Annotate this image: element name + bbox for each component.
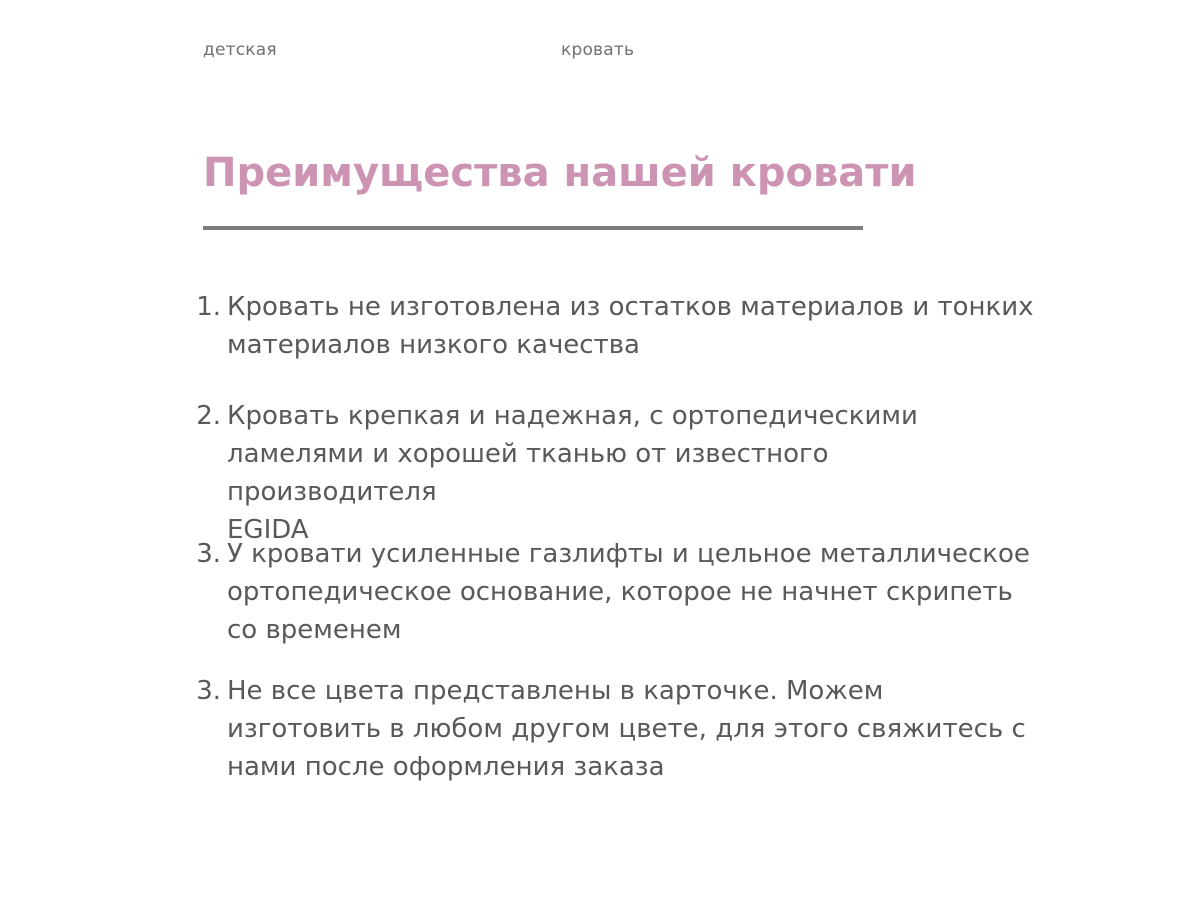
list-item-number: 3. [196,676,221,706]
list-item-text: Не все цвета представлены в карточке. Можем изготовить в любом другом цвете, для этого свяжитесь с нами после оформления заказа [227,676,1026,782]
list-item [185,397,1045,549]
list-item-number: 1. [196,292,221,322]
list-item-number: 2. [196,401,221,431]
list-item [185,672,1045,786]
list-item [185,288,1045,364]
title-divider [203,226,863,230]
category-label-right: кровать [561,40,635,60]
category-label-left: детская [203,40,277,60]
page-title: Преимущества нашей кровати [203,150,917,196]
list-item-text: У кровати усиленные газлифты и цельное металлическое ортопедическое основание, которое не начнет скрипеть со временем [227,539,1030,645]
list-item-text: Кровать крепкая и надежная, с ортопедическими ламелями и хорошей тканью от известного производителя EGIDA [227,401,918,545]
list-item [185,535,1045,649]
list-item-text: Кровать не изготовлена из остатков материалов и тонких материалов низкого качества [227,292,1034,360]
list-item-number: 3. [196,539,221,569]
